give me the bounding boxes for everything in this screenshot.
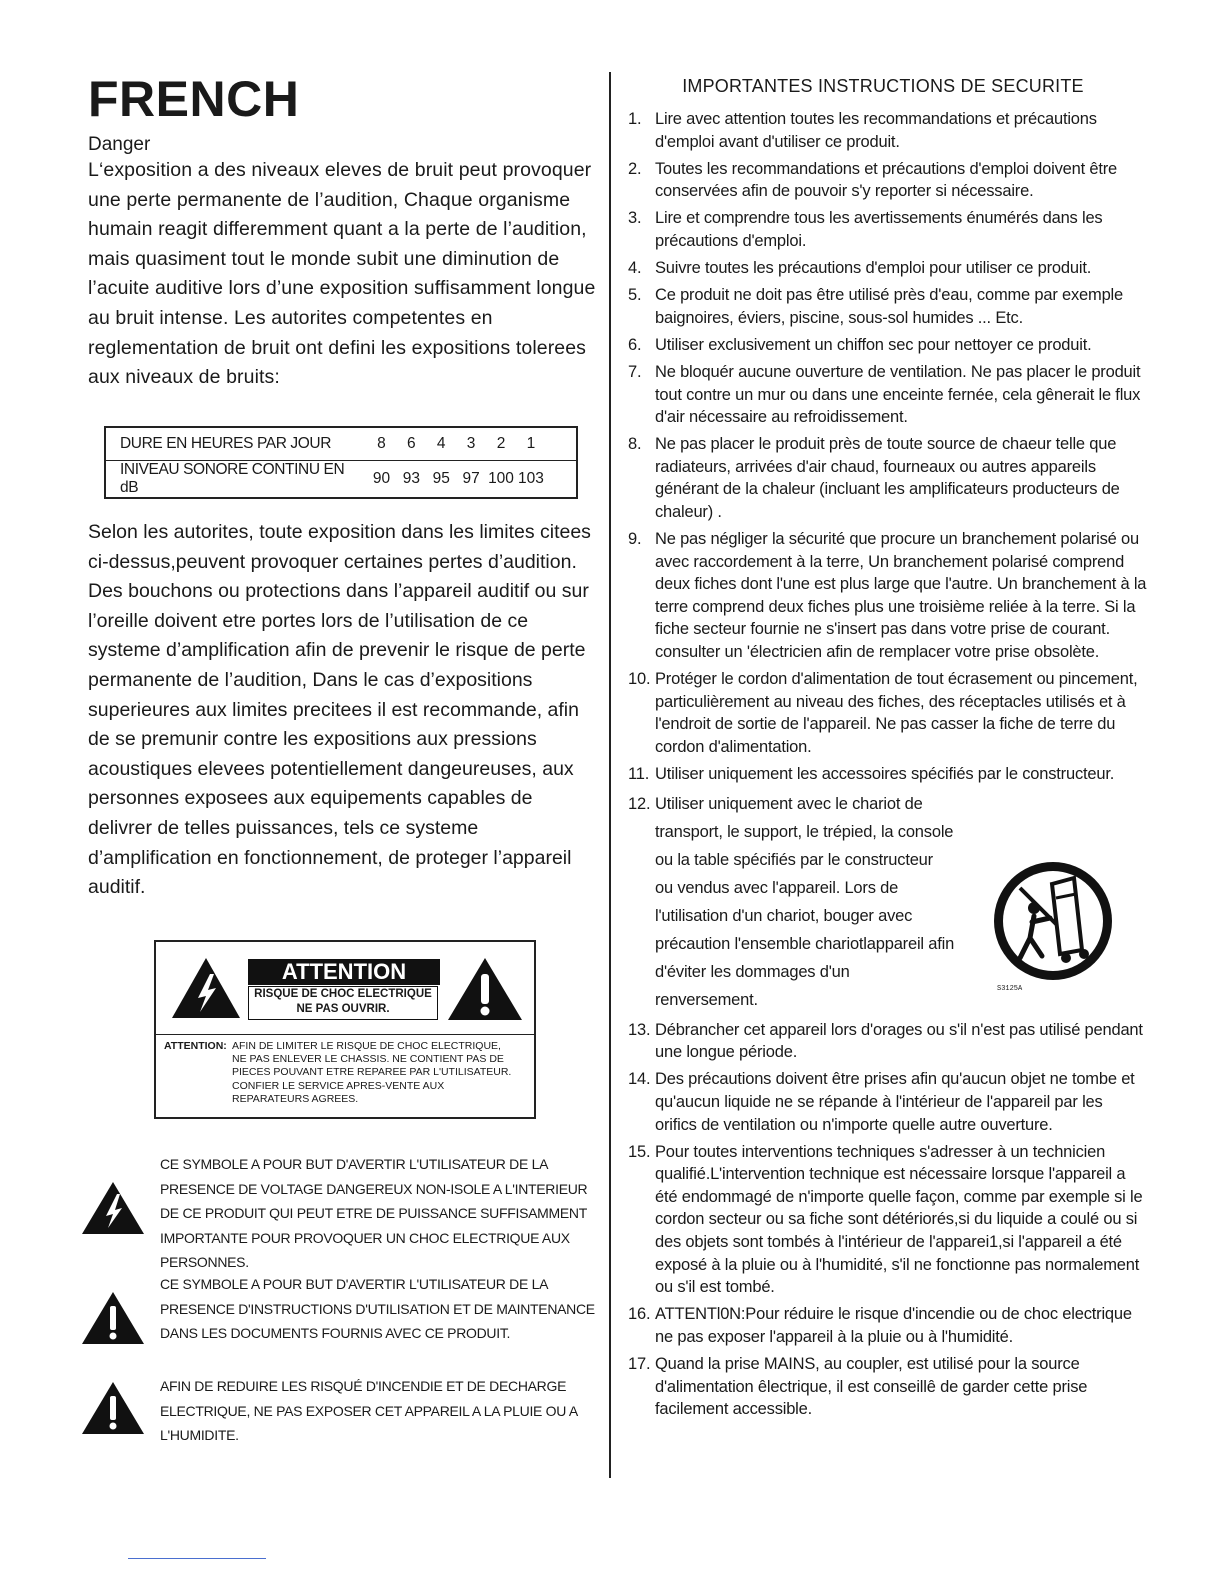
list-item — [628, 334, 1148, 357]
exclamation-warning-icon — [80, 1380, 146, 1436]
list-item — [628, 1019, 1148, 1064]
item-text: Suivre toutes les précautions d'emploi pour utiliser ce produit. — [655, 259, 1092, 278]
table-cell: 6 — [407, 435, 416, 452]
do-not-open-text: NE PAS OUVRIR. — [296, 1003, 390, 1015]
item-text: Des précautions doivent être prises afin qu'aucun objet ne tombe et qu'aucun liquide ne se répande à l'intérieur de l'appareil par les orifics de ventilation ou n'importe quelle autre ouverture. — [655, 1070, 1135, 1134]
left-column — [88, 70, 598, 393]
lightning-warning-icon — [170, 956, 242, 1020]
item-text: ATTENTl0N:Pour réduire le risque d'incendie ou de choc electrique ne pas exposer l'appareil à la pluie ou à l'humidité. — [655, 1305, 1132, 1346]
list-item — [628, 763, 1148, 786]
safety-instructions-title: IMPORTANTES INSTRUCTIONS DE SECURITE — [682, 76, 1084, 96]
list-item — [628, 284, 1148, 329]
table-row — [105, 461, 577, 499]
list-item — [628, 158, 1148, 203]
item-text: Pour toutes interventions techniques s'adresser à un technicien qualifié.L'intervention technique est nécessaire lorsque l'appareil a été endommagé de n'importe quelle façon, comme par exemple si le cordon secteur ou sa fiche sont détériorés,si du liquide a coulé ou si des objets sont tombés à l'intérieur de l'apparei1,si l'appareil a été exposé à la pluie ou à l'humidité, s'il ne fonctionne pas normalement ou s'il est tombé. — [655, 1142, 1143, 1297]
noise-warning-paragraph: L‘exposition a des niveaux eleves de bruit peut provoquer une perte permanente de l’audition, Chaque organisme humain reagit differemment quant a la perte de l’audition, mais quasiment tout le monde subit une diminution de l’acuite auditive lors d’une exposition suffisamment longue au bruit intense. Les autorites competentes en reglementation de bruit ont defini les expositions tolerees aux niveaux de bruits: — [88, 159, 596, 389]
noise-exposure-table — [104, 426, 578, 499]
table-cell: 8 — [377, 435, 386, 452]
list-item — [628, 108, 1148, 153]
item-number: 13. — [628, 1020, 651, 1039]
item-text: Lire et comprendre tous les avertissements énumérés dans les précautions d'emploi. — [655, 209, 1103, 250]
attention-label-box — [154, 940, 536, 1119]
item-number: 8. — [628, 435, 642, 454]
level-label: INIVEAU SONORE CONTINU EN dB — [105, 461, 349, 499]
list-item — [628, 433, 1148, 523]
attention-title: ATTENTION — [248, 959, 440, 985]
attention-header — [156, 942, 534, 1035]
item-number: 14. — [628, 1070, 651, 1089]
footer-link-underline — [128, 1558, 266, 1559]
item-text: Ne pas placer le produit près de toute source de chaeur telle que radiateurs, arrivées d'air chaud, fourneaux ou autres appareils générant de la chaleur (incluant les amplificateurs producteurs de chaleur) . — [655, 435, 1120, 521]
item-text: Ce produit ne doit pas être utilisé près d'eau, comme par exemple baignoires, éviers, piscine, sous-sol humides ... Etc. — [655, 286, 1123, 327]
lightning-symbol-text: CE SYMBOLE A POUR BUT D'AVERTIR L'UTILISATEUR DE LA PRESENCE DE VOLTAGE DANGEREUX NON-ISOLE A L'INTERIEUR DE CE PRODUIT QUI PEUT ETRE DE PUISSANCE SUFFISAMMENT IMPORTANTE POUR PROVOQUER UN CHOC ELECTRIQUE AUX PERSONNES. — [160, 1156, 588, 1270]
attention-subtitle — [248, 986, 438, 1020]
list-item — [628, 1068, 1148, 1136]
hours-label: DURE EN HEURES PAR JOUR — [120, 435, 331, 452]
list-item — [628, 668, 1148, 758]
item-text: Utiliser exclusivement un chiffon sec pour nettoyer ce produit. — [655, 335, 1092, 354]
list-item — [628, 207, 1148, 252]
table-cell: 3 — [466, 435, 476, 452]
item-number: 2. — [628, 159, 642, 178]
list-item — [628, 1303, 1148, 1348]
item-number: 5. — [628, 286, 642, 305]
exclamation-warning-icon — [80, 1290, 146, 1346]
table-cell: 95 — [426, 461, 456, 499]
item-number: 9. — [628, 530, 642, 549]
item-number: 3. — [628, 209, 642, 228]
item-number: 15. — [628, 1142, 651, 1161]
shock-risk-text: RISQUE DE CHOC ELECTRIQUE — [254, 988, 432, 1000]
page-title: FRENCH — [88, 71, 300, 127]
item-text: Utiliser uniquement avec le chariot de transport, le support, le trépied, la console ou la table spécifiés par le constructeur ou vendus avec l'appareil. Lors de l'utilisation d'un chariot, bouger avec précaution l'ensemble chariotlappareil afin d'éviter les dommages d'un renversement. — [655, 795, 955, 1010]
protection-paragraph: Selon les autorites, toute exposition dans les limites citees ci-dessus,peuvent provoquer certaines pertes d’audition. Des bouchons ou protections dans l’appareil auditif ou sur l’oreille doivent etre portes lors de l’utilisation de ce systeme d’amplification afin de prevenir le risque de perte permanente de l’audition, Dans le cas d’expositions superieures aux limites precitees il est recommande, afin de se premunir contre les expositions aux pressions acoustiques elevees potentiellement dangeureuses, aux personnes exposees aux equipements capables de delivrer de telles puissances, tels ce systeme d’amplification en fonctionnement, de proteger l’appareil auditif. — [88, 521, 591, 899]
item-number: 12. — [628, 795, 651, 814]
item-text: Toutes les recommandations et précautions d'emploi doivent être conservées afin de pouvoir s'y reporter si nécessaire. — [655, 159, 1117, 201]
item-number: 11. — [628, 765, 650, 784]
table-cell: 2 — [496, 435, 506, 452]
item-text: Utiliser uniquement les accessoires spécifiés par le constructeur. — [655, 765, 1115, 784]
cart-tipping-icon — [990, 858, 1116, 984]
exclamation-warning-icon — [446, 956, 524, 1022]
attention-body-text: AFIN DE LIMITER LE RISQUE DE CHOC ELECTRIQUE, NE PAS ENLEVER LE CHASSIS. NE CONTIENT PAS DE PIECES POUVANT ETRE REPAREE PAR L'UTILISATEUR. CONFIER LE SERVICE APRES-VENTE AUX REPARATEURS AGREES. — [232, 1040, 512, 1105]
table-cell: 90 — [349, 461, 397, 499]
table-cell: 100 — [486, 461, 516, 499]
item-number: 16. — [628, 1305, 651, 1324]
table-row — [105, 427, 577, 461]
table-cell: 1 — [526, 435, 536, 452]
attention-body-label: ATTENTION: — [164, 1040, 227, 1052]
table-cell: 4 — [436, 435, 446, 452]
item-number: 10. — [628, 670, 651, 689]
item-number: 6. — [628, 335, 642, 354]
item-text: Protéger le cordon d'alimentation de tout écrasement ou pincement, particulièrement au niveau des fiches, des réceptacles utilisés et à l'endroit de sortie de l'appareil. Ne pas casser la fiche de terre du cordon d'alimentation. — [655, 670, 1138, 756]
item-text: Quand la prise MAINS, au coupler, est utilisé pour la source d'alimentation êlectrique, il est conseillê de garder cette prise facilement accessible. — [655, 1354, 1088, 1419]
item-text: Débrancher cet appareil lors d'orages ou s'il n'est pas utilisé pendant une longue période. — [655, 1020, 1143, 1062]
list-item — [628, 257, 1148, 280]
item-number: 1. — [628, 110, 642, 128]
danger-heading: Danger — [88, 134, 151, 155]
column-divider — [609, 72, 611, 1478]
table-cell: 97 — [456, 461, 486, 499]
list-item — [628, 361, 1148, 429]
list-item — [628, 790, 955, 1014]
item-text: Ne bloquér aucune ouverture de ventilation. Ne pas placer le produit tout contre un mur ou dans une enceinte fernée, cela gênerait le flux d'air nécessaire au refroidissement. — [655, 362, 1141, 427]
item-text: Lire avec attention toutes les recommandations et précautions d'emploi avant d'utiliser ce produit. — [655, 110, 1097, 151]
exclamation-symbol-text: CE SYMBOLE A POUR BUT D'AVERTIR L'UTILISATEUR DE LA PRESENCE D'INSTRUCTIONS D'UTILISATION ET DE MAINTENANCE DANS LES DOCUMENTS FOURNIS AVEC CE PRODUIT. — [160, 1276, 595, 1341]
list-item — [628, 1353, 1148, 1421]
item-number: 7. — [628, 362, 642, 381]
item-number: 17. — [628, 1354, 651, 1373]
list-item — [628, 528, 1148, 664]
table-cell: 93 — [396, 461, 426, 499]
fire-shock-text: AFIN DE REDUIRE LES RISQUÉ D'INCENDIE ET DE DECHARGE ELECTRIQUE, NE PAS EXPOSER CET APPAREIL A LA PLUIE OU A L'HUMIDITE. — [160, 1378, 578, 1443]
item-number: 4. — [628, 259, 642, 278]
lightning-warning-icon — [80, 1180, 146, 1236]
right-column — [628, 76, 1148, 1425]
item-text: Ne pas négliger la sécurité que procure un branchement polarisé ou avec raccordement à la terre, Un branchement polarisé comprend deux fiches dont l'une est plus large que l'autre. Un branchement à la terre comprend deux fiches plus une troisième reliée à la terre. Si la fiche secteur fournie ne s'insert pas dans votre prise de courant. consulter un 'électricien afin de remplacer votre prise obsolète. — [655, 530, 1147, 662]
table-cell: 103 — [516, 461, 577, 499]
list-item — [628, 1141, 1148, 1299]
cart-icon-code: S3125A — [997, 985, 1023, 993]
